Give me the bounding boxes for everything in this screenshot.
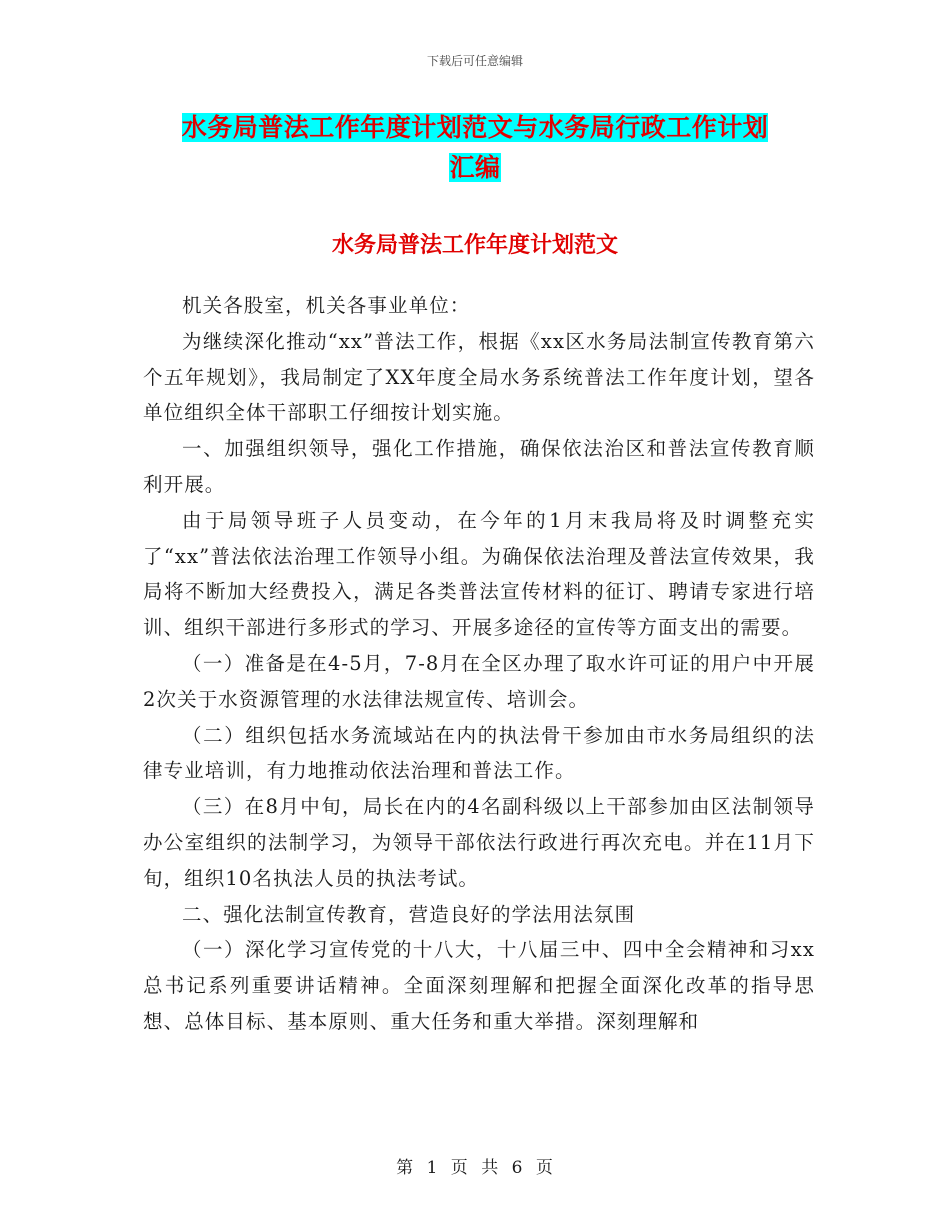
page-header-note: 下载后可任意编辑 (426, 54, 523, 68)
paragraph: 一、加强组织领导，强化工作措施，确保依法治区和普法宣传教育顺利开展。 (143, 437, 815, 496)
document-body (143, 288, 815, 1040)
paragraph: （一）准备是在4-5月，7-8月在全区办理了取水许可证的用户中开展2次关于水资源管理的水法律法规宣传、培训会。 (143, 651, 815, 711)
section-title: 水务局普法工作年度计划范文 (331, 232, 618, 258)
paragraph: 机关各股室，机关各事业单位： (182, 294, 471, 317)
document-title-line-1: 水务局普法工作年度计划范文与水务局行政工作计划 (181, 113, 769, 142)
paragraph: 由于局领导班子人员变动，在今年的1月末我局将及时调整充实了“xx”普法依法治理工作领导小组。为确保依法治理及普法宣传效果，我局将不断加大经费投入，满足各类普法宣传材料的征订、聘请专家进行培训、组织干部进行多形式的学习、开展多途径的宣传等方面支出的需要。 (143, 508, 815, 640)
paragraph: 为继续深化推动“xx”普法工作，根据《xx区水务局法制宣传教育第六个五年规划》，我局制定了XX年度全局水务系统普法工作年度计划，望各单位组织全体干部职工仔细按计划实施。 (143, 329, 815, 425)
document-title (140, 108, 810, 188)
paragraph: （三）在8月中旬，局长在内的4名副科级以上干部参加由区法制领导办公室组织的法制学习，为领导干部依法行政进行再次充电。并在11月下旬，组织10名执法人员的执法考试。 (143, 795, 815, 890)
paragraph: （二）组织包括水务流域站在内的执法骨干参加由市水务局组织的法律专业培训，有力地推动依法治理和普法工作。 (143, 723, 815, 783)
document-title-line-2: 汇编 (449, 153, 501, 182)
page-number: 第 1 页 共 6 页 (396, 1158, 554, 1178)
paragraph: 二、强化法制宣传教育，营造良好的学法用法氛围 (182, 902, 636, 926)
paragraph: （一）深化学习宣传党的十八大，十八届三中、四中全会精神和习xx总书记系列重要讲话精神。全面深刻理解和把握全面深化改革的指导思想、总体目标、基本原则、重大任务和重大举措。深刻理解和 (143, 938, 815, 1033)
